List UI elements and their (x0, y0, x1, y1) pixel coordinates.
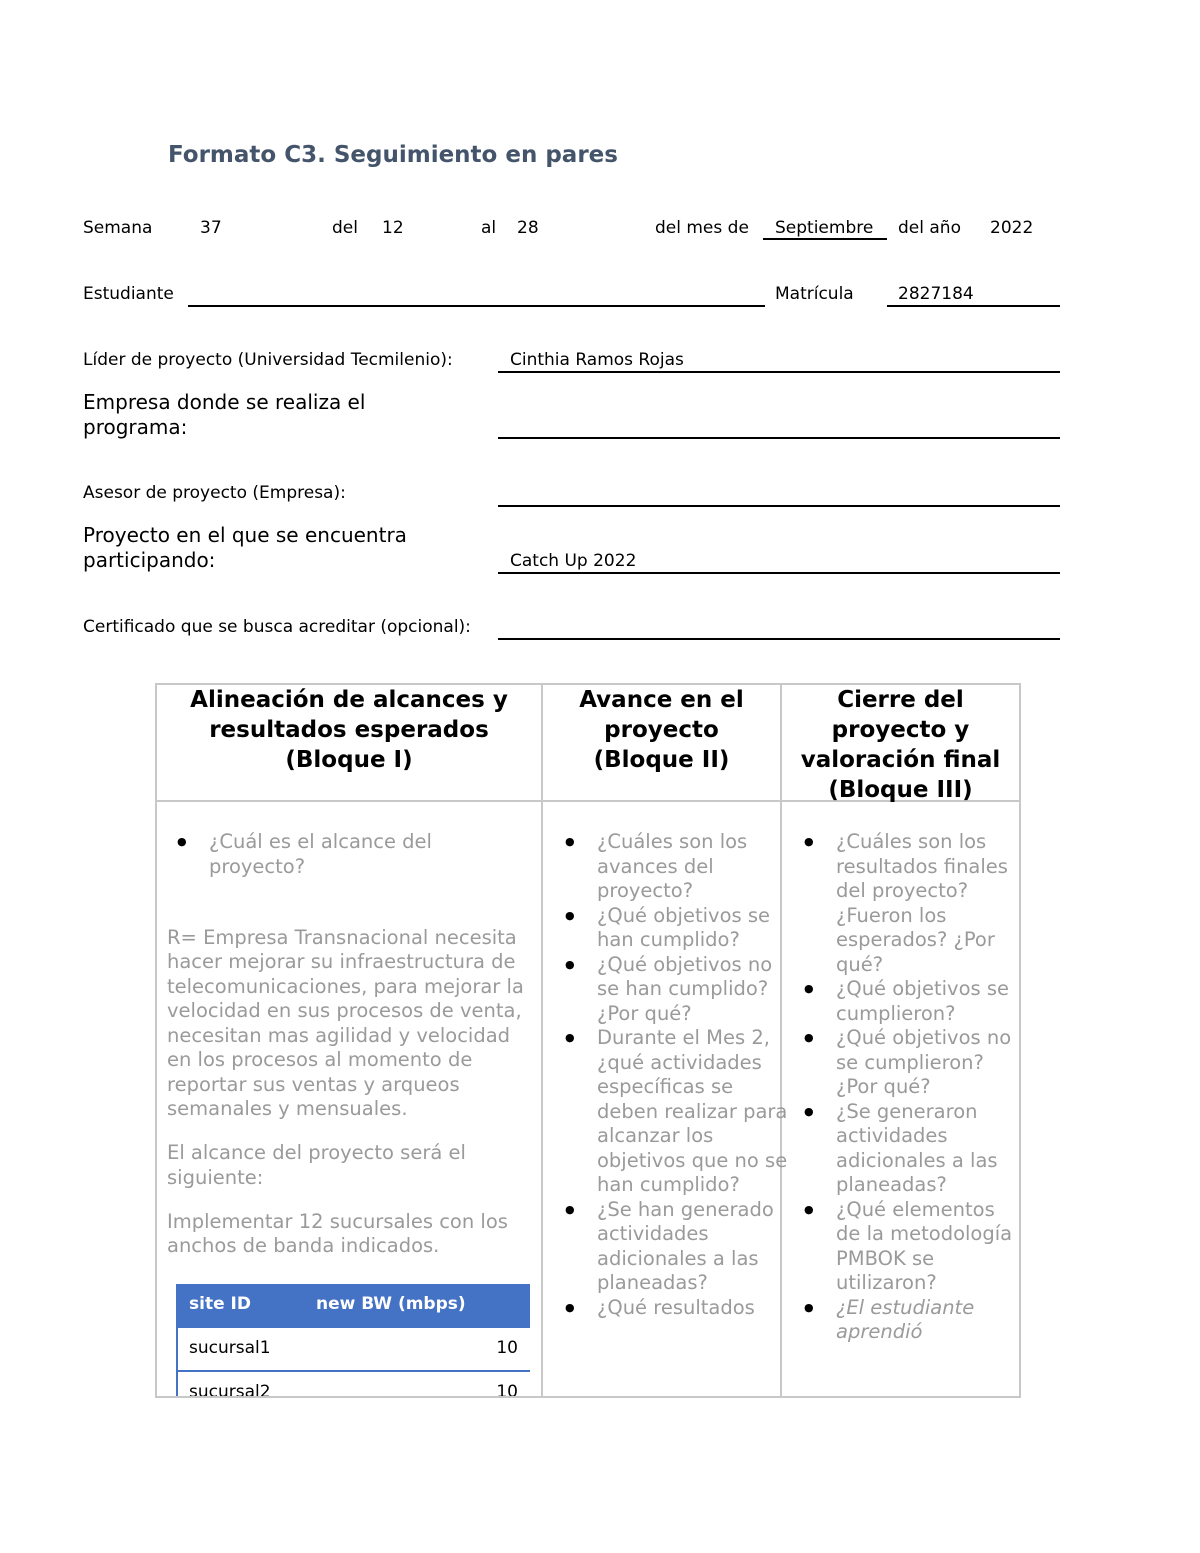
block1-header-line: resultados esperados (209, 717, 489, 743)
block3-header-line: (Bloque III) (828, 777, 973, 803)
certificate-label: Certificado que se busca acreditar (opcional): (83, 617, 471, 637)
bw-cell: 10 (496, 1338, 518, 1358)
block3-item: ● ¿Qué objetivos se cumplieron? (800, 977, 1022, 1026)
block3-item: ● ¿El estudiante aprendió (800, 1296, 1022, 1345)
advisor-label: Asesor de proyecto (Empresa): (83, 483, 346, 503)
block2-item: ● ¿Cuáles son los avances del proyecto? (561, 830, 791, 904)
site-table-left-border (176, 1328, 178, 1396)
block3-item: ● ¿Qué objetivos no se cumplieron? ¿Por qué? (800, 1026, 1022, 1100)
site-table-header (176, 1284, 530, 1328)
block3-item: ● ¿Cuáles son los resultados finales del proyecto? ¿Fueron los esperados? ¿Por qué? (800, 830, 1022, 977)
block3-item: ● ¿Se generaron actividades adicionales a las planeadas? (800, 1100, 1022, 1198)
table-row (176, 1328, 530, 1372)
block1-scope: El alcance del proyecto será el siguiente: (167, 1141, 466, 1189)
bw-header: new BW (mbps) (316, 1294, 466, 1314)
block3-header-line: valoración final (800, 747, 1001, 773)
column-divider (541, 685, 543, 1396)
block3-header (782, 685, 1019, 805)
advisor-underline (498, 505, 1060, 507)
block1-body (167, 906, 531, 1278)
company-label: Empresa donde se realiza el programa: (83, 390, 366, 439)
block2-header-line: (Bloque II) (593, 747, 730, 773)
site-table (176, 1284, 530, 1396)
certificate-underline (498, 638, 1060, 640)
table-row (176, 1372, 530, 1396)
block1-header-line: (Bloque I) (285, 747, 413, 773)
student-label: Estudiante (83, 284, 174, 304)
block1-answer: R= Empresa Transnacional necesita hacer mejorar su infraestructura de telecomunicaciones, para mejorar la velocidad en sus procesos de venta, necesitan mas agilidad y velocidad en los procesos al momento de reportar sus ventas y arqueos semanales y mensuales. (167, 925, 524, 1120)
student-underline (188, 305, 765, 307)
block1-header (157, 685, 541, 775)
block1-list (173, 830, 433, 879)
del-label: del (332, 218, 358, 238)
project-label: Proyecto en el que se encuentra participando: (83, 523, 407, 572)
matricula-field[interactable]: 2827184 (898, 284, 974, 304)
block3-item: ● ¿Qué elementos de la metodología PMBOK se utilizaron? (800, 1198, 1022, 1296)
mes-label: del mes de (655, 218, 749, 238)
block2-header-line: Avance en el (579, 687, 744, 713)
block2-item: ● Durante el Mes 2, ¿qué actividades específicas se deben realizar para alcanzar los objetivos que no se han cumplido? (561, 1026, 791, 1198)
matricula-label: Matrícula (775, 284, 854, 304)
block3-list (800, 830, 1022, 1345)
block3-header-line: proyecto y (831, 717, 970, 743)
site-id-header: site ID (189, 1294, 251, 1314)
bw-cell: 10 (496, 1382, 518, 1396)
page-title: Formato C3. Seguimiento en pares (168, 142, 618, 168)
leader-label: Líder de proyecto (Universidad Tecmilenio): (83, 350, 453, 370)
block2-header-line: proyecto (604, 717, 719, 743)
company-underline (498, 437, 1060, 439)
block1-header-line: Alineación de alcances y (190, 687, 508, 713)
block2-list (561, 830, 791, 1320)
block2-item: ● ¿Qué objetivos no se han cumplido? ¿Por qué? (561, 953, 791, 1027)
block2-item: ● ¿Qué resultados (561, 1296, 791, 1321)
block2-item: ● ¿Qué objetivos se han cumplido? (561, 904, 791, 953)
anio-label: del año (898, 218, 961, 238)
semana-label: Semana (83, 218, 153, 238)
al-label: al (481, 218, 497, 238)
mes-value[interactable]: Septiembre (775, 218, 874, 238)
site-cell: sucursal2 (189, 1382, 271, 1396)
semana-value[interactable]: 37 (200, 218, 222, 238)
project-underline (498, 572, 1060, 574)
leader-field[interactable]: Cinthia Ramos Rojas (510, 350, 684, 370)
block2-item: ● ¿Se han generado actividades adicionales a las planeadas? (561, 1198, 791, 1296)
block1-implementation: Implementar 12 sucursales con los anchos de banda indicados. (167, 1209, 508, 1257)
block3-header-line: Cierre del (837, 687, 964, 713)
project-field[interactable]: Catch Up 2022 (510, 551, 637, 571)
matricula-underline (887, 305, 1060, 307)
leader-underline (498, 371, 1060, 373)
site-cell: sucursal1 (189, 1338, 271, 1358)
mes-underline (763, 238, 887, 240)
al-value[interactable]: 28 (517, 218, 539, 238)
block2-header (543, 685, 780, 775)
block1-question: ● ¿Cuál es el alcance del proyecto? (173, 830, 433, 879)
anio-value[interactable]: 2022 (990, 218, 1034, 238)
del-value[interactable]: 12 (382, 218, 404, 238)
